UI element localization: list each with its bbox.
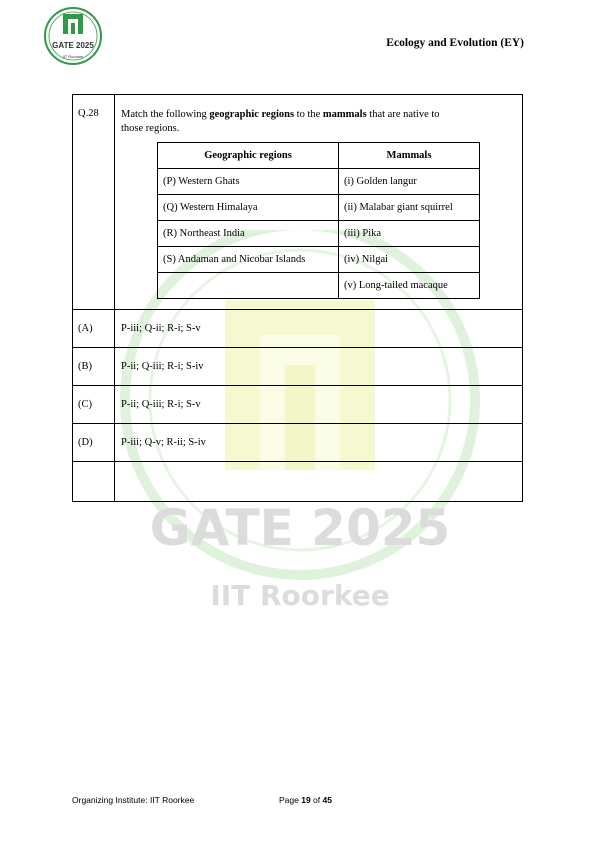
table-row — [158, 247, 480, 273]
mammal-cell: (i) Golden langur — [339, 169, 480, 195]
gate-logo — [38, 6, 108, 68]
region-cell: (S) Andaman and Nicobar Islands — [158, 247, 339, 273]
option-row-a — [73, 310, 523, 348]
option-row-d — [73, 424, 523, 462]
question-body — [115, 95, 523, 310]
mammal-cell: (v) Long-tailed macaque — [339, 273, 480, 299]
option-row-b — [73, 348, 523, 386]
option-text: P-ii; Q-iii; R-i; S-v — [115, 386, 523, 424]
option-label: (A) — [73, 310, 115, 348]
paper-title: Ecology and Evolution (EY) — [386, 37, 524, 49]
header-regions: Geographic regions — [158, 143, 339, 169]
watermark-text: GATE 2025 — [149, 499, 451, 557]
table-row — [158, 169, 480, 195]
empty-row — [73, 462, 523, 502]
table-row — [158, 195, 480, 221]
option-text: P-iii; Q-ii; R-i; S-v — [115, 310, 523, 348]
empty-cell — [73, 462, 115, 502]
header-mammals: Mammals — [339, 143, 480, 169]
option-row-c — [73, 386, 523, 424]
table-row — [158, 221, 480, 247]
region-cell — [158, 273, 339, 299]
match-table — [157, 142, 480, 299]
footer-page-number: Page 19 of 45 — [279, 795, 332, 805]
question-stem: Match the following geographic regions to the mammals that are native to those regions. — [121, 109, 440, 134]
option-label: (C) — [73, 386, 115, 424]
mammal-cell: (iii) Pika — [339, 221, 480, 247]
table-row — [158, 273, 480, 299]
mammal-cell: (ii) Malabar giant squirrel — [339, 195, 480, 221]
match-table-header — [158, 143, 480, 169]
logo-subtext: IIT Roorkee — [62, 54, 84, 59]
option-text: P-ii; Q-iii; R-i; S-iv — [115, 348, 523, 386]
option-text: P-iii; Q-v; R-ii; S-iv — [115, 424, 523, 462]
region-cell: (Q) Western Himalaya — [158, 195, 339, 221]
option-label: (B) — [73, 348, 115, 386]
region-cell: (P) Western Ghats — [158, 169, 339, 195]
region-cell: (R) Northeast India — [158, 221, 339, 247]
watermark-subtext: IIT Roorkee — [210, 579, 390, 612]
question-number: Q.28 — [73, 95, 115, 310]
empty-cell — [115, 462, 523, 502]
footer-organizer: Organizing Institute: IIT Roorkee — [72, 795, 195, 805]
mammal-cell: (iv) Nilgai — [339, 247, 480, 273]
question-table — [72, 94, 523, 502]
option-label: (D) — [73, 424, 115, 462]
logo-text: GATE 2025 — [52, 41, 94, 50]
